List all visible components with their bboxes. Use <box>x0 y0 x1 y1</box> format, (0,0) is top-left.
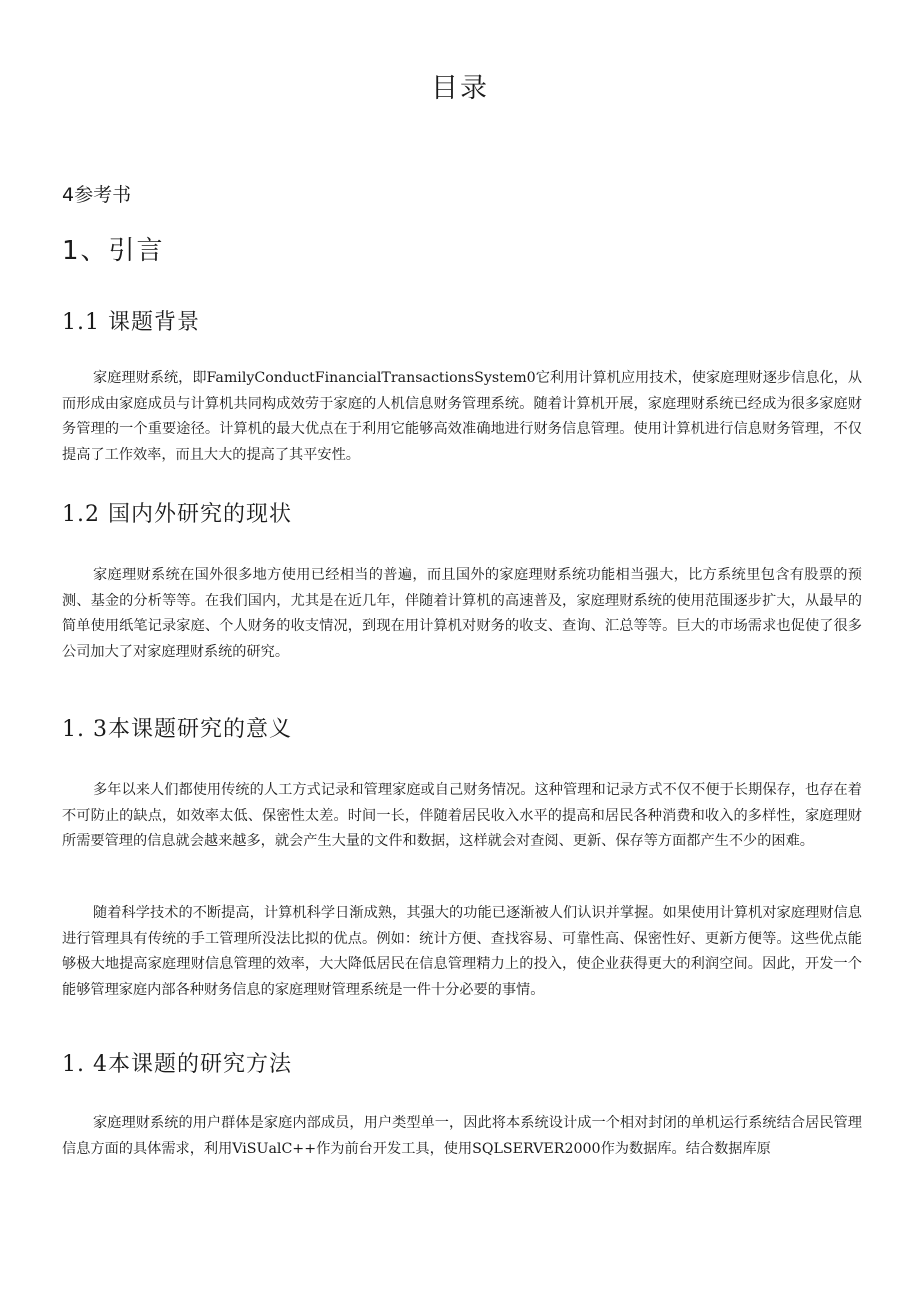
section-heading-background: 1.1 课题背景 <box>62 310 200 335</box>
section-significance-paragraph-1: 多年以来人们都使用传统的人工方式记录和管理家庭或自己财务情况。这种管理和记录方式不仅不便于长期保存，也存在着不可防止的缺点，如效率太低、保密性太差。时间一长，伴随着居民收入水平的提高和居民各种消费和收入的多样性，家庭理财所需要管理的信息就会越来越多，就会产生大量的文件和数据，这样就会对查阅、更新、保存等方面都产生不少的困难。 <box>62 782 862 849</box>
toc-entry-references: 4参考书 <box>62 184 132 206</box>
section-background-paragraph: 家庭理财系统，即FamilyConductFinancialTransactionsSystem0它利用计算机应用技术，使家庭理财逐步信息化，从而形成由家庭成员与计算机共同构成效劳于家庭的人机信息财务管理系统。随着计算机开展，家庭理财系统已经成为很多家庭财务管理的一个重要途径。计算机的最大优点在于利用它能够高效准确地进行财务信息管理。使用计算机进行信息财务管理，不仅提高了工作效率，而且大大的提高了其平安性。 <box>62 370 863 463</box>
section-significance-paragraph-2: 随着科学技术的不断提高，计算机科学日渐成熟，其强大的功能已逐渐被人们认识并掌握。如果使用计算机对家庭理财信息进行管理具有传统的手工管理所没法比拟的优点。例如：统计方便、查找容易、可靠性高、保密性好、更新方便等。这些优点能够极大地提高家庭理财信息管理的效率，大大降低居民在信息管理精力上的投入，使企业获得更大的利润空间。因此，开发一个能够管理家庭内部各种财务信息的家庭理财管理系统是一件十分必要的事情。 <box>62 905 862 998</box>
page-title: 目录 <box>431 73 489 104</box>
section-heading-significance: 1. 3本课题研究的意义 <box>62 717 292 742</box>
section-heading-research-status: 1.2 国内外研究的现状 <box>62 502 292 527</box>
section-methods-paragraph: 家庭理财系统的用户群体是家庭内部成员，用户类型单一，因此将本系统设计成一个相对封闭的单机运行系统结合居民管理信息方面的具体需求，利用ViSUalC++作为前台开发工具，使用SQLSERVER2000作为数据库。结合数据库原 <box>62 1115 862 1157</box>
section-research-status-paragraph: 家庭理财系统在国外很多地方使用已经相当的普遍，而且国外的家庭理财系统功能相当强大，比方系统里包含有股票的预测、基金的分析等等。在我们国内，尤其是在近几年，伴随着计算机的高速普及，家庭理财系统的使用范围逐步扩大，从最早的简单使用纸笔记录家庭、个人财务的收支情况，到现在用计算机对财务的收支、查询、汇总等等。巨大的市场需求也促使了很多公司加大了对家庭理财系统的研究。 <box>62 567 862 660</box>
chapter-heading-introduction: 1、引言 <box>62 236 165 266</box>
section-heading-methods: 1. 4本课题的研究方法 <box>62 1052 292 1077</box>
